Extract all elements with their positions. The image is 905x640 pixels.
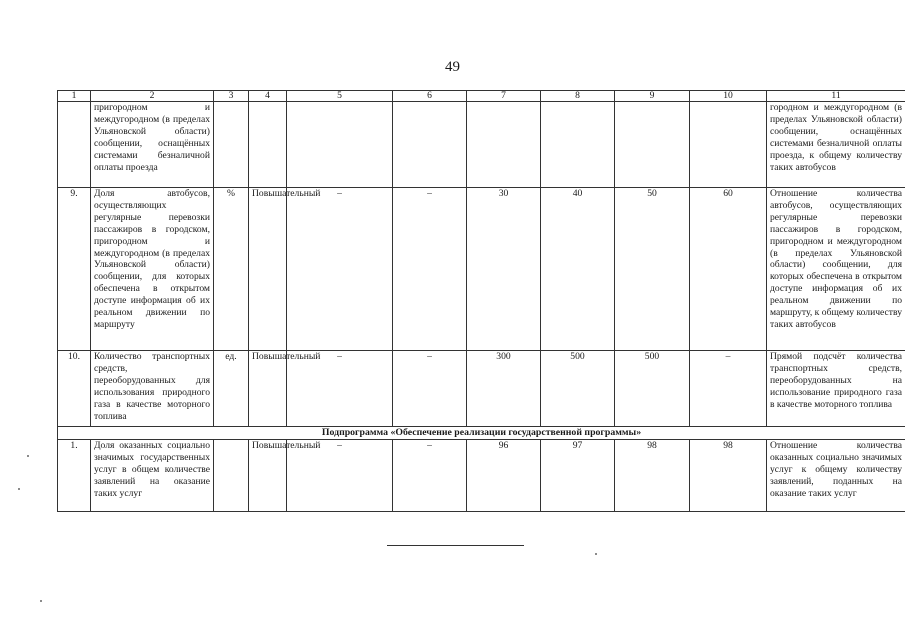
unit: ед.	[214, 351, 249, 427]
column-number: 9	[615, 91, 690, 102]
calculation-method: Отношение количества автобусов, осуществляющих регулярные перевозки пассажиров в городском, пригородном и междугородном (в пределах Ульяновской области) сообщении, для которых обеспечена в открытом доступе информация об их реальном движении по маршруту, к общему количеству таких автобусов	[767, 188, 905, 351]
value-col6: –	[393, 188, 467, 351]
column-number: 5	[287, 91, 393, 102]
indicator-name: Количество транспортных средств, переоборудованных для использования природного газа в качестве моторного топлива	[91, 351, 214, 427]
calculation-method: городном и междугородном (в пределах Ульяновской области) сообщении, оснащённых системами безналичной оплаты проезда, к общему количеству таких автобусов	[767, 102, 905, 188]
row-number: 9.	[58, 188, 91, 351]
row-number: 10.	[58, 351, 91, 427]
section-title: Подпрограмма «Обеспечение реализации государственной программы»	[58, 427, 905, 440]
value-col9: 50	[615, 188, 690, 351]
scan-speck	[40, 600, 42, 602]
column-number: 3	[214, 91, 249, 102]
unit: %	[214, 188, 249, 351]
table-row	[58, 351, 905, 427]
table-row	[58, 440, 905, 512]
indicator-name: пригородном и междугородном (в пределах Ульяновской области) сообщении, оснащённых системами безналичной оплаты проезда	[91, 102, 214, 188]
value-col8: 500	[541, 351, 615, 427]
section-header-row	[58, 427, 905, 440]
column-number-row	[58, 91, 905, 102]
scan-speck	[595, 553, 597, 555]
value-col10: 98	[690, 440, 767, 512]
value-col9: 500	[615, 351, 690, 427]
indicator-name: Доля автобусов, осуществляющих регулярные перевозки пассажиров в городском, пригородном и междугородном (в пределах Ульяновской области) сообщении, для которых обеспечена в открытом доступе информация об их реальном движении по маршруту	[91, 188, 214, 351]
value-col8: 40	[541, 188, 615, 351]
value-col9: 98	[615, 440, 690, 512]
page-number: 49	[445, 59, 460, 75]
indicator-type: Повышательный	[249, 351, 287, 427]
value-col5: –	[287, 188, 393, 351]
row-number: 1.	[58, 440, 91, 512]
indicator-type: Повышательный	[249, 440, 287, 512]
value-col7: 30	[467, 188, 541, 351]
calculation-method: Прямой подсчёт количества транспортных средств, переоборудованных на использование природного газа в качестве моторного топлива	[767, 351, 905, 427]
value-col7: 96	[467, 440, 541, 512]
value-col6: –	[393, 351, 467, 427]
column-number: 10	[690, 91, 767, 102]
column-number: 6	[393, 91, 467, 102]
indicators-table	[57, 90, 905, 512]
table-row	[58, 188, 905, 351]
calculation-method: Отношение количества оказанных социально значимых услуг к общему количеству заявлений, поданных на оказание таких услуг	[767, 440, 905, 512]
column-number: 8	[541, 91, 615, 102]
value-col10: 60	[690, 188, 767, 351]
column-number: 4	[249, 91, 287, 102]
value-col5: –	[287, 351, 393, 427]
unit	[214, 440, 249, 512]
table-row-continuation	[58, 102, 905, 188]
value-col6: –	[393, 440, 467, 512]
column-number: 7	[467, 91, 541, 102]
column-number: 1	[58, 91, 91, 102]
scan-speck	[18, 488, 20, 490]
value-col10: –	[690, 351, 767, 427]
column-number: 2	[91, 91, 214, 102]
column-number: 11	[767, 91, 905, 102]
footer-divider	[387, 545, 524, 546]
indicator-type: Повышательный	[249, 188, 287, 351]
scan-speck	[27, 455, 29, 457]
value-col8: 97	[541, 440, 615, 512]
indicator-name: Доля оказанных социально значимых государственных услуг в общем количестве заявлений на оказание таких услуг	[91, 440, 214, 512]
value-col7: 300	[467, 351, 541, 427]
value-col5: –	[287, 440, 393, 512]
